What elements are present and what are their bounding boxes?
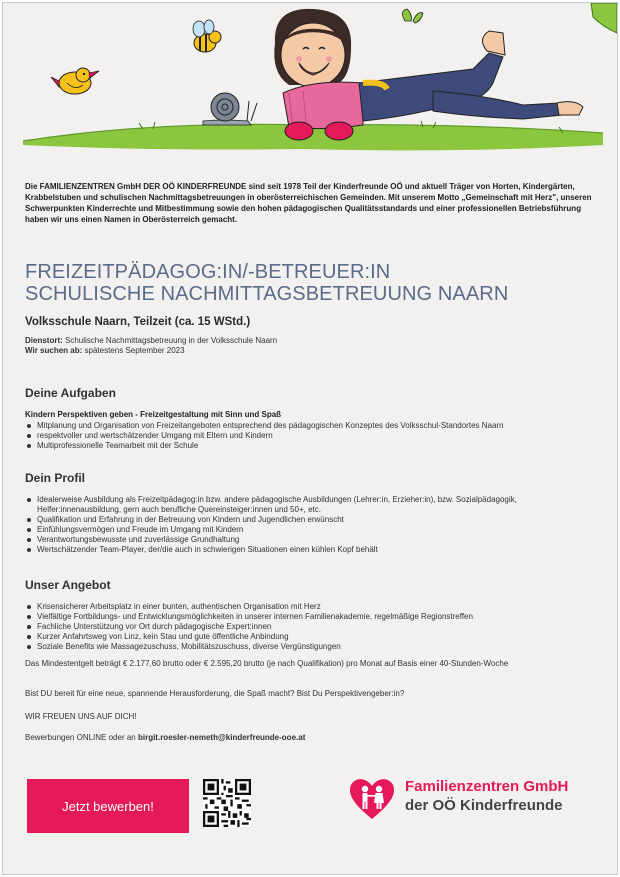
profil-list — [25, 495, 585, 555]
section-heading-aufgaben: Deine Aufgaben — [25, 386, 116, 400]
dienstort-label: Dienstort: — [25, 336, 63, 345]
apply-button[interactable]: Jetzt bewerben! — [27, 779, 189, 833]
intro-paragraph: Die FAMILIENZENTREN GmbH DER OÖ KINDERFREUNDE sind seit 1978 Teil der Kinderfreunde OÖ und aktuell Träger von Horten, Kindergärten, Krabbelstuben und schulischen Nachmittagsbetreuungen in oberösterreichischen Gemeinden. Mit unserem Motto „Gemeinschaft mit Herz", unseren Schwerpunkten Kinderrechte und Mitbestimmung sowie den hohen pädagogischen Qualitätsstandards und einer professionellen Betriebsführung haben wir uns einen Namen in Oberösterreich gemacht. — [25, 182, 592, 224]
list-item: Multiprofessionelle Teamarbeit mit der Schule — [25, 441, 585, 451]
list-item: Kurzer Anfahrtsweg von Linz, kein Stau und gute öffentliche Anbindung — [25, 632, 585, 642]
list-item: Qualifikation und Erfahrung in der Betreuung von Kindern und Jugendlichen erwünscht — [25, 515, 585, 525]
angebot-list — [25, 602, 585, 652]
job-posting-page — [2, 2, 618, 875]
qr-code[interactable] — [203, 779, 251, 827]
welcome-text: WIR FREUEN UNS AUF DICH! — [25, 712, 137, 721]
list-item: Wertschätzender Team-Player, der/die auch in schwierigen Situationen einen kühlen Kopf behält — [25, 545, 585, 555]
dienstort-value: Schulische Nachmittagsbetreuung in der Volksschule Naarn — [65, 336, 278, 345]
company-logo — [347, 775, 597, 821]
aufgaben-lead: Kindern Perspektiven geben - Freizeitgestaltung mit Sinn und Spaß — [25, 410, 282, 419]
logo-line-1: Familienzentren GmbH — [405, 778, 569, 795]
list-item: Soziale Benefits wie Massagezuschuss, Mobilitätszuschuss, diverse Vergünstigungen — [25, 642, 585, 652]
logo-line-2: der OÖ Kinderfreunde — [405, 797, 563, 814]
list-item: Vielfältige Fortbildungs- und Entwicklungsmöglichkeiten in unserer internen Familienakademie, regelmäßige Regionstreffen — [25, 612, 585, 622]
start-label: Wir suchen ab: — [25, 346, 83, 355]
list-item: Fachliche Unterstützung vor Ort durch pädagogische Expert:innen — [25, 622, 585, 632]
section-heading-profil: Dein Profil — [25, 471, 86, 485]
start-row — [25, 346, 595, 356]
list-item: Idealerweise Ausbildung als Freizeitpädagog:in bzw. andere pädagogische Ausbildungen (Lehrer:in, Erzieher:in), bzw. Sozialpädagogik, Helfer:innenausbildung, gern auch berufliche Quereinsteiger:innen und 50+, etc. — [25, 495, 585, 515]
list-item: Verantwortungsbewusste und zuverlässige Grundhaltung — [25, 535, 585, 545]
aufgaben-list — [25, 421, 585, 451]
job-title — [25, 261, 605, 305]
hero-illustration — [3, 3, 617, 163]
dienstort-row — [25, 336, 595, 346]
list-item: Einfühlungsvermögen und Freude im Umgang mit Kindern — [25, 525, 585, 535]
job-subtitle: Volksschule Naarn, Teilzeit (ca. 15 WStd.) — [25, 316, 251, 328]
section-heading-angebot: Unser Angebot — [25, 578, 111, 592]
list-item: respektvoller und wertschätzender Umgang mit Eltern und Kindern — [25, 431, 585, 441]
list-item: Mitplanung und Organisation von Freizeitangeboten entsprechend des pädagogischen Konzeptes des Volksschul-Standortes Naarn — [25, 421, 585, 431]
job-title-line-1: FREIZEITPÄDAGOG:IN/-BETREUER:IN — [25, 261, 391, 283]
start-value: spätestens September 2023 — [84, 346, 185, 355]
apply-email-link[interactable]: birgit.roesler-nemeth@kinderfreunde-ooe.at — [137, 733, 306, 742]
list-item: Krisensicherer Arbeitsplatz in einer bunten, authentischen Organisation mit Herz — [25, 602, 585, 612]
job-title-line-2: SCHULISCHE NACHMITTAGSBETREUUNG NAARN — [25, 283, 509, 305]
heart-children-icon — [347, 775, 397, 821]
salary-note: Das Mindestentgelt beträgt € 2.177,60 brutto oder € 2.595,20 brutto (je nach Qualifikation) pro Monat auf Basis einer 40-Stunden-Woche — [25, 659, 509, 668]
question-text: Bist DU bereit für eine neue, spannende Herausforderung, die Spaß macht? Bist Du Perspektivengeber:in? — [25, 689, 405, 698]
apply-prefix: Bewerbungen ONLINE oder an — [25, 733, 136, 742]
job-meta — [25, 336, 595, 356]
apply-contact — [25, 733, 595, 742]
